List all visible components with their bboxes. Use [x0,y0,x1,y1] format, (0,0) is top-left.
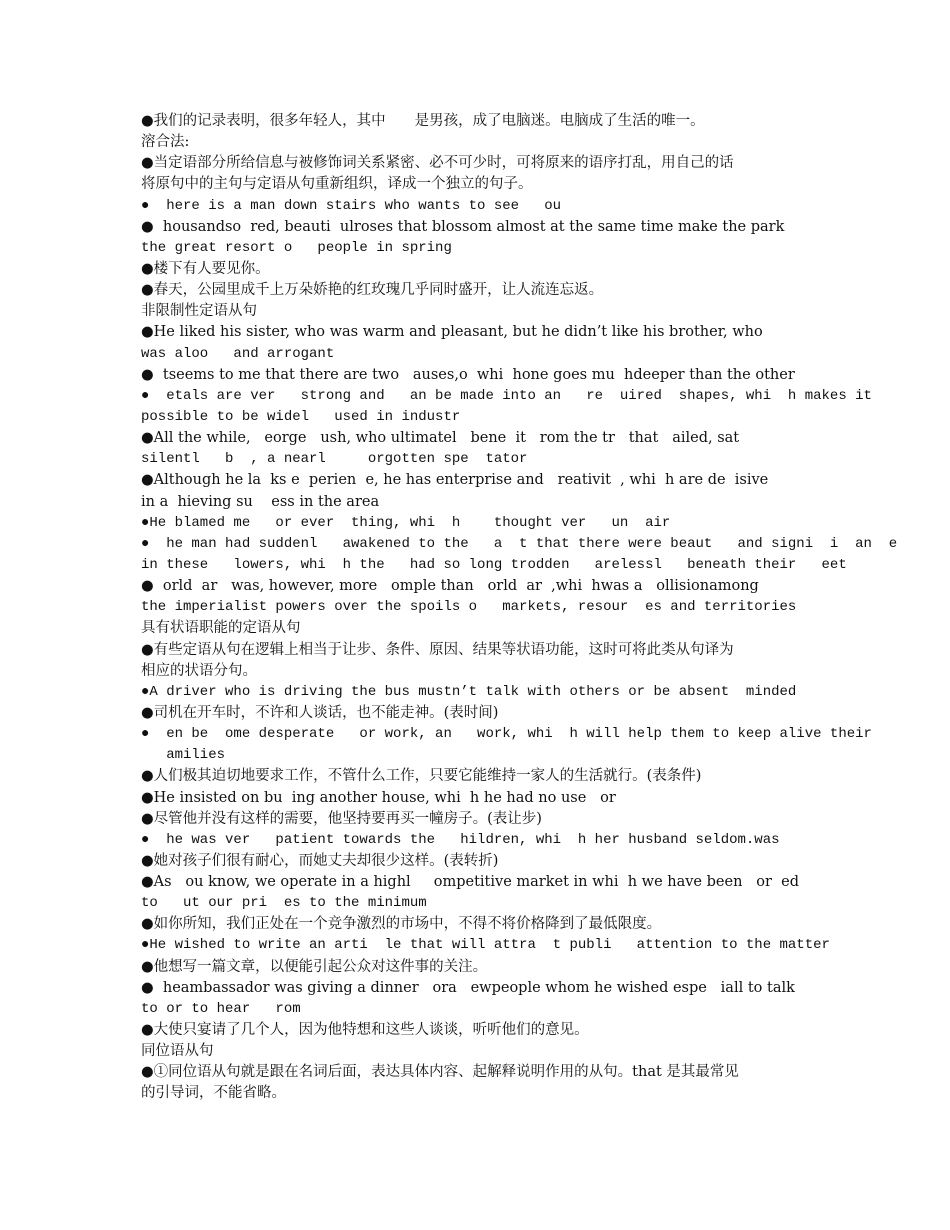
text-line: ●楼下有人要见你。 [141,260,270,277]
text-line: ●她对孩子们很有耐心，而她丈夫却很少这样。(表转折) [141,852,499,869]
text-line: ● orld ar was, however, more omple than orld ar ,whi hwas a ollisionamong [141,578,759,595]
text-line: 将原句中的主句与定语从句重新组织，译成一个独立的句子。 [141,176,533,193]
section-heading: 具有状语职能的定语从句 [141,620,301,637]
text-line: ●他想写一篇文章，以便能引起公众对这件事的关注。 [141,958,488,975]
text-line: ●A driver who is driving the bus mustn’t talk with others or be absent minded [141,683,797,700]
text-line: in a hieving su ess in the area [141,493,380,510]
text-line: ●大使只宴请了几个人，因为他特想和这些人谈谈，听听他们的意见。 [141,1022,589,1039]
text-line: ●人们极其迫切地要求工作，不管什么工作，只要它能维持一家人的生活就行。(表条件) [141,768,702,785]
text-line: ●①同位语从句就是跟在名词后面，表达具体内容、起解释说明作用的从句。that 是其最常见 [141,1064,739,1081]
text-line: ● he man had suddenl awakened to the a t that there were beaut and signi i an e [141,535,898,552]
text-line: to ut our pri es to the minimum [141,895,427,912]
text-line: ● etals are ver strong and an be made into an re uired shapes, whi h makes it [141,387,872,404]
section-heading: 溶合法: [141,134,190,151]
text-line: to or to hear rom [141,1000,301,1017]
text-line: the imperialist powers over the spoils o markets, resour es and territories [141,599,797,616]
text-line: ● tseems to me that there are two auses,o whi hone goes mu hdeeper than the other [141,366,795,383]
text-line: ●He wished to write an arti le that will attra t publi attention to the matter [141,937,830,954]
text-line: ●He blamed me or ever thing, whi h thought ver un air [141,514,671,531]
text-line: ●司机在开车时，不许和人谈话，也不能走神。(表时间) [141,704,499,721]
text-line: ● en be ome desperate or work, an work, whi h will help them to keep alive their [141,726,872,743]
text-line: ●Although he la ks e perien e, he has enterprise and reativit , whi h are de isive [141,472,769,489]
section-heading: 同位语从句 [141,1043,214,1060]
text-line: ●当定语部分所给信息与被修饰词关系紧密、必不可少时，可将原来的语序打乱，用自己的话 [141,155,734,172]
text-line: ●春天，公园里成千上万朵娇艳的红玫瑰几乎同时盛开，让人流连忘返。 [141,282,604,299]
text-line: 的引导词，不能省略。 [141,1085,286,1102]
text-line: was aloo and arrogant [141,345,335,362]
section-heading: 非限制性定语从句 [141,303,257,320]
text-line: ●有些定语从句在逻辑上相当于让步、条件、原因、结果等状语功能，这时可将此类从句译为 [141,641,734,658]
text-line: ● housandso red, beauti ulroses that blossom almost at the same time make the park [141,218,785,235]
text-line: amilies [141,747,226,764]
text-line: the great resort o people in spring [141,239,452,256]
text-line: ●All the while, eorge ush, who ultimatel bene it rom the tr that ailed, sat [141,430,740,447]
text-line: ●He liked his sister, who was warm and pleasant, but he didn’t like his brother, who [141,324,763,341]
text-line: ● he was ver patient towards the hildren, whi h her husband seldom.was [141,831,780,848]
text-line: possible to be widel used in industr [141,408,461,425]
text-line: silentl b , a nearl orgotten spe tator [141,451,528,468]
document-body [141,111,901,1105]
text-line: ●如你所知，我们正处在一个竞争激烈的市场中，不得不将价格降到了最低限度。 [141,916,662,933]
text-line: ●As ou know, we operate in a highl ompetitive market in whi h we have been or ed [141,874,799,891]
text-line: in these lowers, whi h the had so long trodden arelessl beneath their eet [141,556,847,573]
text-line: ●尽管他并没有这样的需要，他坚持要再买一幢房子。(表让步) [141,810,542,827]
text-line: 相应的状语分句。 [141,662,257,679]
text-line: ● heambassador was giving a dinner ora ewpeople whom he wished espe iall to talk [141,979,795,996]
text-line: ●He insisted on bu ing another house, whi h he had no use or [141,789,616,806]
text-line: ●我们的记录表明，很多年轻人，其中 是男孩，成了电脑迷。电脑成了生活的唯一。 [141,113,705,129]
text-line: ● here is a man down stairs who wants to see ou [141,197,562,214]
